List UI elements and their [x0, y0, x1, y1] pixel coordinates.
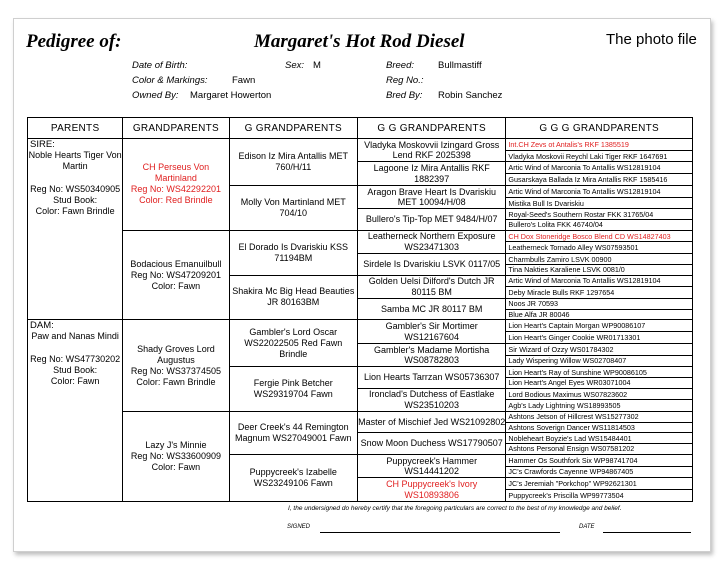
- col-header-parents: PARENTS: [28, 118, 123, 139]
- breed-label: Breed:: [386, 60, 414, 71]
- date-label: DATE: [579, 524, 595, 530]
- owned-by-value: Margaret Howerton: [190, 90, 272, 101]
- photo-file-label: The photo file: [606, 31, 697, 48]
- gg-grandparent-cell: Master of Mischief Jed WS21092802: [357, 412, 505, 433]
- g-grandparent-cell: Puppycreek's Izabelle WS23249106 Fawn: [229, 454, 357, 501]
- gg-grandparent-cell: Snow Moon Duchess WS17790507: [357, 433, 505, 454]
- color-markings-value: Fawn: [232, 75, 256, 86]
- col-header-ggg-grandparents: G G G GRANDPARENTS: [506, 118, 693, 139]
- grandparent-cell: [123, 139, 229, 231]
- gg-grandparent-cell: Golden Uelsi Dilford's Dutch JR 80115 BM: [357, 275, 505, 298]
- ggg-grandparent-cell: Lion Heart's Ray of Sunshine WP90086105: [506, 367, 693, 378]
- ggg-grandparent-cell: CH Dox Stoneridge Bosco Blend CD WS14827403: [506, 230, 693, 242]
- dam-label: DAM:: [30, 320, 54, 332]
- g-grandparent-cell: Fergie Pink Betcher WS29319704 Fawn: [229, 367, 357, 412]
- ggg-grandparent-cell: Nobleheart Boyzie's Lad WS15484401: [506, 433, 693, 444]
- ggg-grandparent-cell: Ashtons Soverign Dancer WS11814503: [506, 422, 693, 433]
- ggg-grandparent-cell: Bullero's Lolita FKK 46740/04: [506, 220, 693, 231]
- grandparent-reg: Reg No: WS42292201: [130, 184, 221, 195]
- ggg-grandparent-cell: Vladyka Moskovii Reychl Laki Tiger RKF 1647691: [506, 150, 693, 162]
- ggg-grandparent-cell: Lord Bodious Maximus WS07823602: [506, 388, 693, 400]
- sire-cell: [28, 139, 123, 320]
- grandparent-reg: Reg No: WS47209201: [130, 269, 221, 280]
- breed-value: Bullmastiff: [438, 60, 482, 71]
- ggg-grandparent-cell: Blue Alfa JR 80046: [506, 309, 693, 320]
- ggg-grandparent-cell: JC's Crawfords Cayenne WP94867405: [506, 466, 693, 478]
- ggg-grandparent-cell: JC's Jeremiah "Porkchop" WP92621301: [506, 478, 693, 490]
- signed-label: SIGNED: [287, 524, 311, 530]
- gg-grandparent-cell: Sirdele Is Dvariskiu LSVK 0117/05: [357, 254, 505, 275]
- ggg-grandparent-cell: Agb's Lady Lightning WS18993505: [506, 400, 693, 412]
- dam-reg: Reg No: WS47730202: [30, 354, 121, 365]
- sire-label: SIRE:: [30, 139, 55, 150]
- ggg-grandparent-cell: Tina Nakties Karaliene LSVK 0081/0: [506, 264, 693, 275]
- grandparent-cell: [123, 230, 229, 320]
- certification-statement: I, the undersigned do hereby certify that the foregoing particulars are correct to the best of my knowledge and belief.: [288, 505, 622, 512]
- ggg-grandparent-cell: Noos JR 70593: [506, 299, 693, 310]
- dam-stud-book: Stud Book:: [53, 365, 98, 376]
- dam-color: Color: Fawn: [50, 376, 100, 387]
- gg-grandparent-cell: Puppycreek's Hammer WS14441202: [357, 454, 505, 477]
- ggg-grandparent-cell: Lion Heart's Angel Eyes WR03071004: [506, 377, 693, 388]
- g-grandparent-cell: Molly Von Martinland MET 704/10: [229, 185, 357, 230]
- grandparent-name: Lazy J's Minnie: [145, 440, 207, 451]
- ggg-grandparent-cell: Lady Wispering Willow WS02708407: [506, 355, 693, 367]
- pedigree-table: [27, 117, 693, 502]
- grandparent-name: Shady Groves Lord Augustus: [137, 343, 215, 365]
- g-grandparent-cell: Shakira Mc Big Head Beauties JR 80163BM: [229, 275, 357, 320]
- ggg-grandparent-cell: Leatherneck Tornado Alley WS07593501: [506, 242, 693, 254]
- ggg-grandparent-cell: Ashtons Jetson of Hillcrest WS15277302: [506, 412, 693, 423]
- dob-label: Date of Birth:: [132, 60, 188, 71]
- grandparent-color: Color: Red Brindle: [139, 195, 213, 206]
- grandparent-reg: Reg No: WS37374505: [130, 365, 221, 376]
- gg-grandparent-cell: Gambler's Sir Mortimer WS12167604: [357, 320, 505, 343]
- ggg-grandparent-cell: Mistika Bull Is Dvariskiu: [506, 197, 693, 209]
- col-header-grandparents: GRANDPARENTS: [123, 118, 229, 139]
- ggg-grandparent-cell: Artic Wind of Marconia To Antallis WS12819104: [506, 275, 693, 287]
- ggg-grandparent-cell: Deby Miracle Bulls RKF 1297654: [506, 287, 693, 299]
- grandparent-color: Color: Fawn Brindle: [136, 376, 216, 387]
- g-grandparent-cell: El Dorado Is Dvariskiu KSS 71194BM: [229, 230, 357, 275]
- gg-grandparent-cell: Leatherneck Northern Exposure WS23471303: [357, 230, 505, 253]
- col-header-gg-grandparents: G G GRANDPARENTS: [357, 118, 505, 139]
- ggg-grandparent-cell: Artic Wind of Marconia To Antallis WS12819104: [506, 162, 693, 174]
- grandparent-name: Bodacious Emanuilbull: [130, 258, 222, 269]
- ggg-grandparent-cell: Artic Wind of Marconia To Antallis WS12819104: [506, 185, 693, 197]
- bred-by-label: Bred By:: [386, 90, 423, 101]
- g-grandparent-cell: Deer Creek's 44 Remington Magnum WS27049001 Fawn: [229, 412, 357, 455]
- sex-value: M: [313, 60, 321, 71]
- sex-label: Sex:: [285, 60, 305, 71]
- ggg-grandparent-cell: Royal-Seed's Southern Rostar FKK 31765/04: [506, 209, 693, 220]
- gg-grandparent-cell: Vladyka Moskovvii Izingard Gross Lend RKF 2025398: [357, 139, 505, 162]
- grandparent-color: Color: Fawn: [151, 280, 201, 291]
- grandparent-reg: Reg No: WS33600909: [130, 451, 221, 462]
- ggg-grandparent-cell: Hammer Os Southfork Six WP98741704: [506, 454, 693, 466]
- reg-no-label: Reg No.:: [386, 75, 424, 86]
- grandparent-color: Color: Fawn: [151, 462, 201, 473]
- grandparent-cell: [123, 412, 229, 502]
- gg-grandparent-cell: Samba MC JR 80117 BM: [357, 299, 505, 320]
- gg-grandparent-cell: Lion Hearts Tarrzan WS05736307: [357, 367, 505, 388]
- bred-by-value: Robin Sanchez: [438, 90, 503, 101]
- dog-name-title: Margaret's Hot Rod Diesel: [254, 31, 465, 52]
- sire-name: Noble Hearts Tiger Von Martin: [28, 150, 122, 171]
- signature-line[interactable]: [320, 532, 560, 533]
- ggg-grandparent-cell: Puppycreek's Priscilla WP99773504: [506, 490, 693, 502]
- gg-grandparent-cell: Lagoone Iz Mira Antallis RKF 1882397: [357, 162, 505, 185]
- gg-grandparent-cell: CH Puppycreek's Ivory WS10893806: [357, 478, 505, 502]
- sire-color: Color: Fawn Brindle: [35, 206, 115, 216]
- pedigree-of-label: Pedigree of:: [26, 31, 122, 52]
- dam-cell: [28, 320, 123, 502]
- col-header-g-grandparents: G GRANDPARENTS: [229, 118, 357, 139]
- grandparent-name: CH Perseus Von Martinland: [142, 162, 210, 184]
- ggg-grandparent-cell: Sir Wizard of Ozzy WS01784302: [506, 343, 693, 355]
- grandparent-cell: [123, 320, 229, 412]
- sire-reg: Reg No: WS50340905: [30, 184, 121, 194]
- ggg-grandparent-cell: Charmbulls Zamiro LSVK 00900: [506, 254, 693, 265]
- gg-grandparent-cell: Aragon Brave Heart Is Dvariskiu MET 10094/H/08: [357, 185, 505, 208]
- g-grandparent-cell: Gambler's Lord Oscar WS22022505 Red Fawn Brindle: [229, 320, 357, 367]
- dam-name: Paw and Nanas Mindi: [31, 331, 119, 342]
- gg-grandparent-cell: Bullero's Tip-Top MET 9484/H/07: [357, 209, 505, 230]
- ggg-grandparent-cell: Gusarskaya Ballada Iz Mira Antallis RKF 1585416: [506, 174, 693, 186]
- owned-by-label: Owned By:: [132, 90, 179, 101]
- g-grandparent-cell: Edison Iz Mira Antallis MET 760/H/11: [229, 139, 357, 186]
- gg-grandparent-cell: Ironclad's Dutchess of Eastlake WS23510203: [357, 388, 505, 411]
- ggg-grandparent-cell: Lion Heart's Captain Morgan WP90086107: [506, 320, 693, 332]
- color-markings-label: Color & Markings:: [132, 75, 208, 86]
- date-line[interactable]: [603, 532, 691, 533]
- sire-stud-book: Stud Book:: [53, 195, 98, 205]
- ggg-grandparent-cell: Ashtons Personal Ensign WS07581202: [506, 444, 693, 455]
- ggg-grandparent-cell: Int.CH Zevs ot Antalis's RKF 1385519: [506, 139, 693, 151]
- gg-grandparent-cell: Gambler's Madame Mortisha WS08782803: [357, 343, 505, 366]
- ggg-grandparent-cell: Lion Heart's Ginger Cookie WR01713301: [506, 332, 693, 344]
